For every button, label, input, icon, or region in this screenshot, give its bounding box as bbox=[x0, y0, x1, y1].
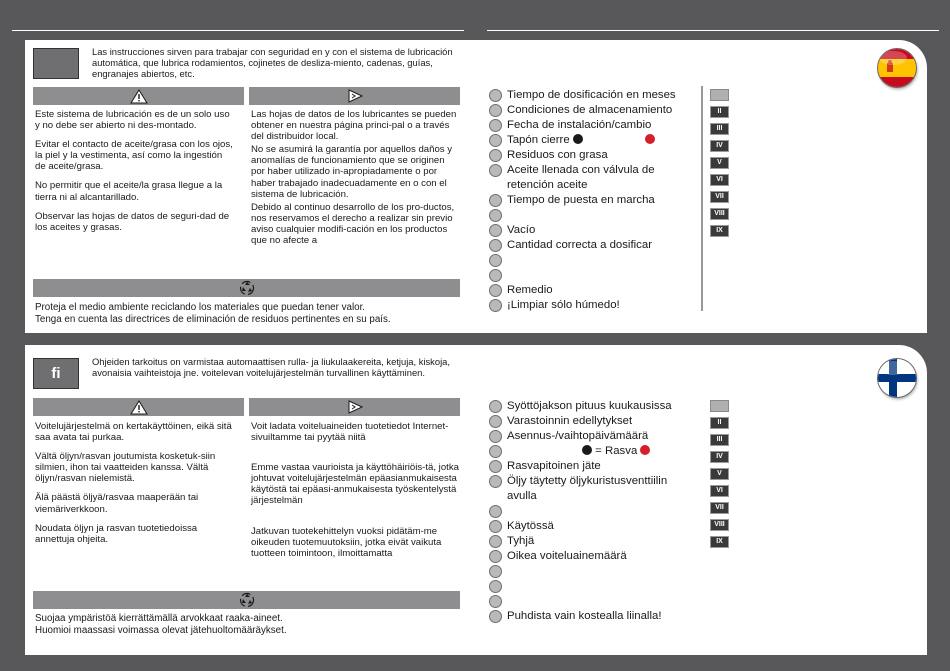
legend-item: Tiempo de dosificación en meses bbox=[489, 88, 699, 103]
legend-divider bbox=[701, 86, 703, 311]
legend-item bbox=[489, 208, 699, 223]
roman-numeral-box: II bbox=[710, 106, 729, 118]
warning-triangle-icon bbox=[130, 400, 148, 415]
legend-item bbox=[489, 268, 699, 283]
roman-numeral-box: IV bbox=[710, 451, 729, 463]
info-text: Voit ladata voiteluaineiden tuotetiedot Internet-sivuiltamme tai pyytää niitä bbox=[251, 421, 449, 444]
bullet-icon bbox=[489, 299, 502, 312]
spain-flag-icon bbox=[878, 49, 916, 87]
info-text: Las hojas de datos de los lubricantes se pueden obtener en nuestra página princi-pal o a través del distribuidor local. bbox=[251, 109, 457, 143]
bullet-icon bbox=[489, 284, 502, 297]
roman-numeral-box: III bbox=[710, 123, 729, 135]
oil-red-dot-icon bbox=[645, 134, 655, 144]
warning-text: Este sistema de lubricación es de un solo uso y no debe ser abierto ni des-montado. bbox=[35, 109, 230, 132]
warnings-column bbox=[35, 421, 235, 553]
environment-line: Tenga en cuenta las directrices de eliminación de residuos pertinentes en su país. bbox=[35, 313, 391, 325]
roman-numeral-box: IX bbox=[710, 225, 729, 237]
legend-item: Öljy täytetty öljykuristusventtiilin avulla bbox=[489, 474, 699, 504]
legend-item: ¡Limpiar sólo húmedo! bbox=[489, 298, 699, 313]
legend-item: Tyhjä bbox=[489, 534, 699, 549]
bullet-icon bbox=[489, 520, 502, 533]
bullet-icon bbox=[489, 254, 502, 267]
roman-numeral-box: VII bbox=[710, 191, 729, 203]
roman-numeral-box: VI bbox=[710, 485, 729, 497]
roman-numeral-box bbox=[710, 400, 729, 412]
environment-line: Huomioi maassasi voimassa olevat jätehuoltomääräykset. bbox=[35, 624, 287, 636]
legend-list bbox=[489, 399, 699, 624]
bullet-icon bbox=[489, 239, 502, 252]
legend-item: Tiempo de puesta en marcha bbox=[489, 193, 699, 208]
finnish-section bbox=[25, 345, 927, 655]
legend-item: Remedio bbox=[489, 283, 699, 298]
legend-item: Condiciones de almacenamiento bbox=[489, 103, 699, 118]
bullet-icon bbox=[489, 400, 502, 413]
info-column bbox=[251, 421, 461, 567]
legend-item: Aceite llenada con válvula de retención aceite bbox=[489, 163, 699, 193]
info-text: No se asumirá la garantía por aquellos daños y anomalías de funcionamiento que se originen por haber utilizado in-apropiadamente o por haber trabajado inadecuadamente en o con el sistema de lubricación. bbox=[251, 144, 453, 200]
legend-item: Oikea voiteluainemäärä bbox=[489, 549, 699, 564]
grease-black-dot-icon bbox=[582, 445, 592, 455]
environment-line: Suojaa ympäristöä kierrättämällä arvokkaat raaka-aineet. bbox=[35, 613, 283, 624]
legend-item: Varastoinnin edellytykset bbox=[489, 414, 699, 429]
info-column bbox=[251, 109, 459, 254]
info-bar bbox=[249, 87, 460, 105]
arrow-triangle-icon bbox=[347, 400, 363, 414]
roman-numeral-list bbox=[710, 400, 729, 553]
legend-item: Vacío bbox=[489, 223, 699, 238]
warning-text: Observar las hojas de datos de seguri-dad de los aceites y grasas. bbox=[35, 210, 230, 233]
bullet-icon bbox=[489, 565, 502, 578]
warning-text: Voitelujärjestelmä on kertakäyttöinen, eikä sitä saa avata tai purkaa. bbox=[35, 421, 232, 444]
oil-red-dot-icon bbox=[640, 445, 650, 455]
legend-item: = Rasva bbox=[489, 444, 699, 459]
bullet-icon bbox=[489, 505, 502, 518]
intro-text: Las instrucciones sirven para trabajar con seguridad en y con el sistema de lubricación automática, que lubrica rodamientos, cojinetes de desliza-miento, cadenas, guías, engranajes abiertos, etc. bbox=[92, 46, 453, 80]
warning-text: No permitir que el aceite/la grasa llegue a la tierra ni al alcantarillado. bbox=[35, 180, 223, 203]
bullet-icon bbox=[489, 550, 502, 563]
info-bar bbox=[249, 398, 460, 416]
warning-bar bbox=[33, 87, 244, 105]
warning-triangle-icon bbox=[130, 89, 148, 104]
info-text: Debido al continuo desarrollo de los pro-ductos, nos reservamos el derecho a realizar sin previo aviso cualquier modifi-cación en los productos que no afecte a bbox=[251, 201, 455, 247]
roman-numeral-box: VIII bbox=[710, 519, 729, 531]
bullet-icon bbox=[489, 89, 502, 102]
roman-numeral-box: III bbox=[710, 434, 729, 446]
legend-item bbox=[489, 504, 699, 519]
roman-numeral-box: V bbox=[710, 468, 729, 480]
warnings-column bbox=[35, 109, 235, 241]
grease-black-dot-icon bbox=[573, 134, 583, 144]
warning-text: Noudata öljyn ja rasvan tuotetiedoissa annettuja ohjeita. bbox=[35, 522, 198, 545]
bullet-icon bbox=[489, 224, 502, 237]
legend-item: Puhdista vain kostealla liinalla! bbox=[489, 609, 699, 624]
recycle-icon bbox=[238, 280, 256, 296]
info-text: Jatkuvan tuotekehittelyn vuoksi pidätäm-me oikeuden tuotemuutoksiin, jotka eivät vaikuta tuotteen toimintoon, ilmoittamatta bbox=[251, 525, 442, 559]
roman-numeral-box: VI bbox=[710, 174, 729, 186]
warning-text: Älä päästä öljyä/rasvaa maaperään tai viemäriverkkoon. bbox=[35, 492, 199, 515]
bullet-icon bbox=[489, 209, 502, 222]
info-text: Emme vastaa vaurioista ja käyttöhäiriöis-tä, jotka johtuvat voitelujärjestelmän epäasianmukaisesta käytöstä tai epäasi-anmukaisesta työskentelystä järjestelmän bbox=[251, 462, 459, 507]
bullet-icon bbox=[489, 134, 502, 147]
warning-bar bbox=[33, 398, 244, 416]
recycle-bar bbox=[33, 591, 460, 609]
roman-numeral-box: II bbox=[710, 417, 729, 429]
roman-numeral-box: IV bbox=[710, 140, 729, 152]
finland-flag-icon bbox=[878, 359, 916, 397]
legend-item bbox=[489, 253, 699, 268]
roman-numeral-list bbox=[710, 89, 729, 242]
bullet-icon bbox=[489, 475, 502, 488]
bullet-icon bbox=[489, 269, 502, 282]
intro-text: Ohjeiden tarkoitus on varmistaa automaattisen rulla- ja liukulaakereita, ketjuja, kiskoja, avonaisia vaihteistoja jne. voitelevan voitelujärjestelmän turvallinen käyttäminen. bbox=[92, 356, 450, 379]
top-rule-left bbox=[12, 30, 464, 31]
bullet-icon bbox=[489, 610, 502, 623]
legend-item: Tapón cierre bbox=[489, 133, 699, 148]
recycle-icon bbox=[238, 592, 256, 608]
roman-numeral-box: VIII bbox=[710, 208, 729, 220]
warning-text: Evitar el contacto de aceite/grasa con los ojos, la piel y la vestimenta, así como la ingestión de aceite/grasa. bbox=[35, 139, 233, 173]
legend-item: Käytössä bbox=[489, 519, 699, 534]
bullet-icon bbox=[489, 119, 502, 132]
bullet-icon bbox=[489, 445, 502, 458]
bullet-icon bbox=[489, 164, 502, 177]
bullet-icon bbox=[489, 535, 502, 548]
spanish-section bbox=[25, 40, 927, 333]
bullet-icon bbox=[489, 580, 502, 593]
language-code-box: fi bbox=[33, 358, 79, 389]
bullet-icon bbox=[489, 194, 502, 207]
roman-numeral-box bbox=[710, 89, 729, 101]
bullet-icon bbox=[489, 460, 502, 473]
bullet-icon bbox=[489, 430, 502, 443]
roman-numeral-box: IX bbox=[710, 536, 729, 548]
roman-numeral-box: VII bbox=[710, 502, 729, 514]
legend-item: Residuos con grasa bbox=[489, 148, 699, 163]
legend-item bbox=[489, 594, 699, 609]
legend-list bbox=[489, 88, 699, 313]
legend-item bbox=[489, 564, 699, 579]
arrow-triangle-icon bbox=[347, 89, 363, 103]
bullet-icon bbox=[489, 149, 502, 162]
top-rule-right bbox=[487, 30, 939, 31]
bullet-icon bbox=[489, 104, 502, 117]
legend-item: Cantidad correcta a dosificar bbox=[489, 238, 699, 253]
bullet-icon bbox=[489, 595, 502, 608]
legend-item: Asennus-/vaihtopäivämäärä bbox=[489, 429, 699, 444]
legend-item: Rasvapitoinen jäte bbox=[489, 459, 699, 474]
legend-item: Syöttöjakson pituus kuukausissa bbox=[489, 399, 699, 414]
roman-numeral-box: V bbox=[710, 157, 729, 169]
bullet-icon bbox=[489, 415, 502, 428]
legend-item: Fecha de instalación/cambio bbox=[489, 118, 699, 133]
language-code-box bbox=[33, 48, 79, 79]
recycle-bar bbox=[33, 279, 460, 297]
warning-text: Vältä öljyn/rasvan joutumista kosketuk-siin silmien, ihon tai vaatteiden kanssa. Vältä öljyn/rasvan nielemistä. bbox=[35, 451, 216, 485]
environment-line: Proteja el medio ambiente reciclando los materiales que puedan tener valor. bbox=[35, 302, 366, 313]
environment-text bbox=[35, 613, 475, 637]
environment-text bbox=[35, 302, 475, 326]
legend-item bbox=[489, 579, 699, 594]
